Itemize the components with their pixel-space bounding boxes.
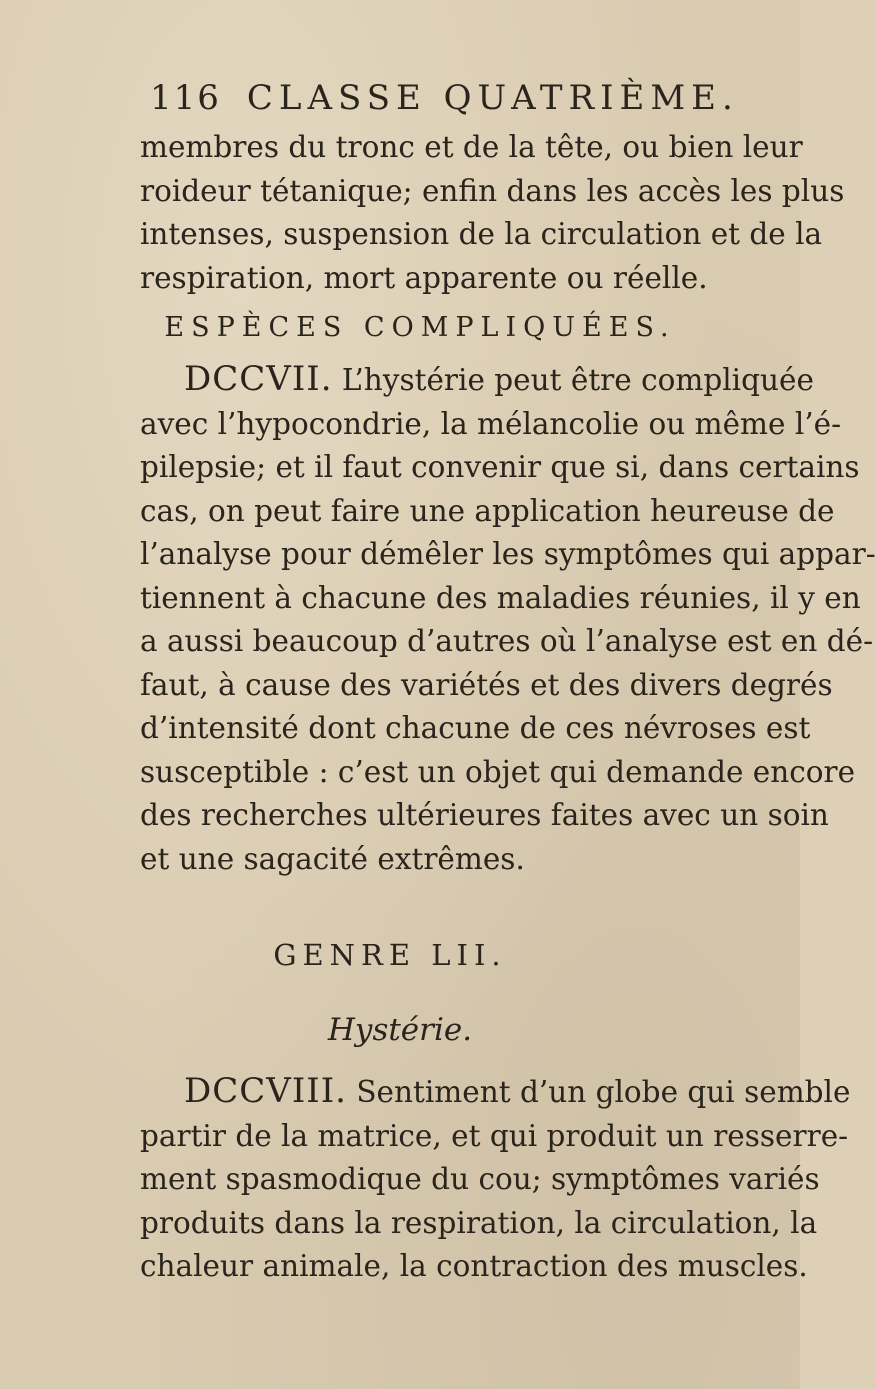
text-line: avec l’hypocondrie, la mélancolie ou même l’é- (140, 406, 842, 441)
running-header (150, 78, 739, 118)
text-line (140, 358, 814, 403)
text-line: cas, on peut faire une application heureuse de (140, 493, 835, 528)
text-line: roideur tétanique; enfin dans les accès les plus (140, 173, 845, 208)
line-text: L’hystérie peut être compliquée (341, 363, 814, 397)
line-text: Sentiment d’un globe qui semble (356, 1075, 851, 1109)
text-line: ment spasmodique du cou; symptômes variés (140, 1162, 820, 1196)
text-line: membres du tronc et de la tête, ou bien leur (140, 130, 803, 164)
genus-name: Hystérie. (327, 1012, 473, 1048)
text-line: faut, à cause des variétés et des divers degrés (140, 667, 833, 702)
running-title: CLASSE QUATRIÈME. (246, 78, 739, 118)
text-line: tiennent à chacune des maladies réunies, il y en (140, 580, 861, 615)
section-heading-especes: ESPÈCES COMPLIQUÉES. (164, 312, 676, 343)
text-line: chaleur animale, la contraction des muscles. (140, 1249, 808, 1283)
text-line: respiration, mort apparente ou réelle. (140, 260, 708, 295)
text-line: partir de la matrice, et qui produit un resserre- (140, 1118, 849, 1153)
paragraph-continuation (140, 126, 845, 300)
text-line: susceptible : c’est un objet qui demande encore (140, 754, 856, 789)
paragraph-dccviii (140, 1070, 851, 1289)
text-line: a aussi beaucoup d’autres où l’analyse est en dé- (140, 624, 874, 658)
text-line: produits dans la respiration, la circulation, la (140, 1205, 818, 1240)
page-number: 116 (150, 78, 221, 118)
text-line (140, 1070, 851, 1115)
text-line: pilepsie; et il faut convenir que si, dans certains (140, 450, 860, 484)
text-line: l’analyse pour démêler les symptômes qui appar- (140, 537, 876, 571)
text-line: des recherches ultérieures faites avec un soin (140, 798, 829, 832)
text-line: d’intensité dont chacune de ces névroses est (140, 711, 811, 745)
article-number: DCCVII. (184, 359, 333, 399)
genus-heading: GENRE LII. (273, 938, 507, 972)
text-line: intenses, suspension de la circulation et de la (140, 217, 823, 251)
article-number: DCCVIII. (184, 1071, 347, 1111)
paragraph-dccvii (140, 358, 876, 881)
text-line: et une sagacité extrêmes. (140, 841, 525, 876)
